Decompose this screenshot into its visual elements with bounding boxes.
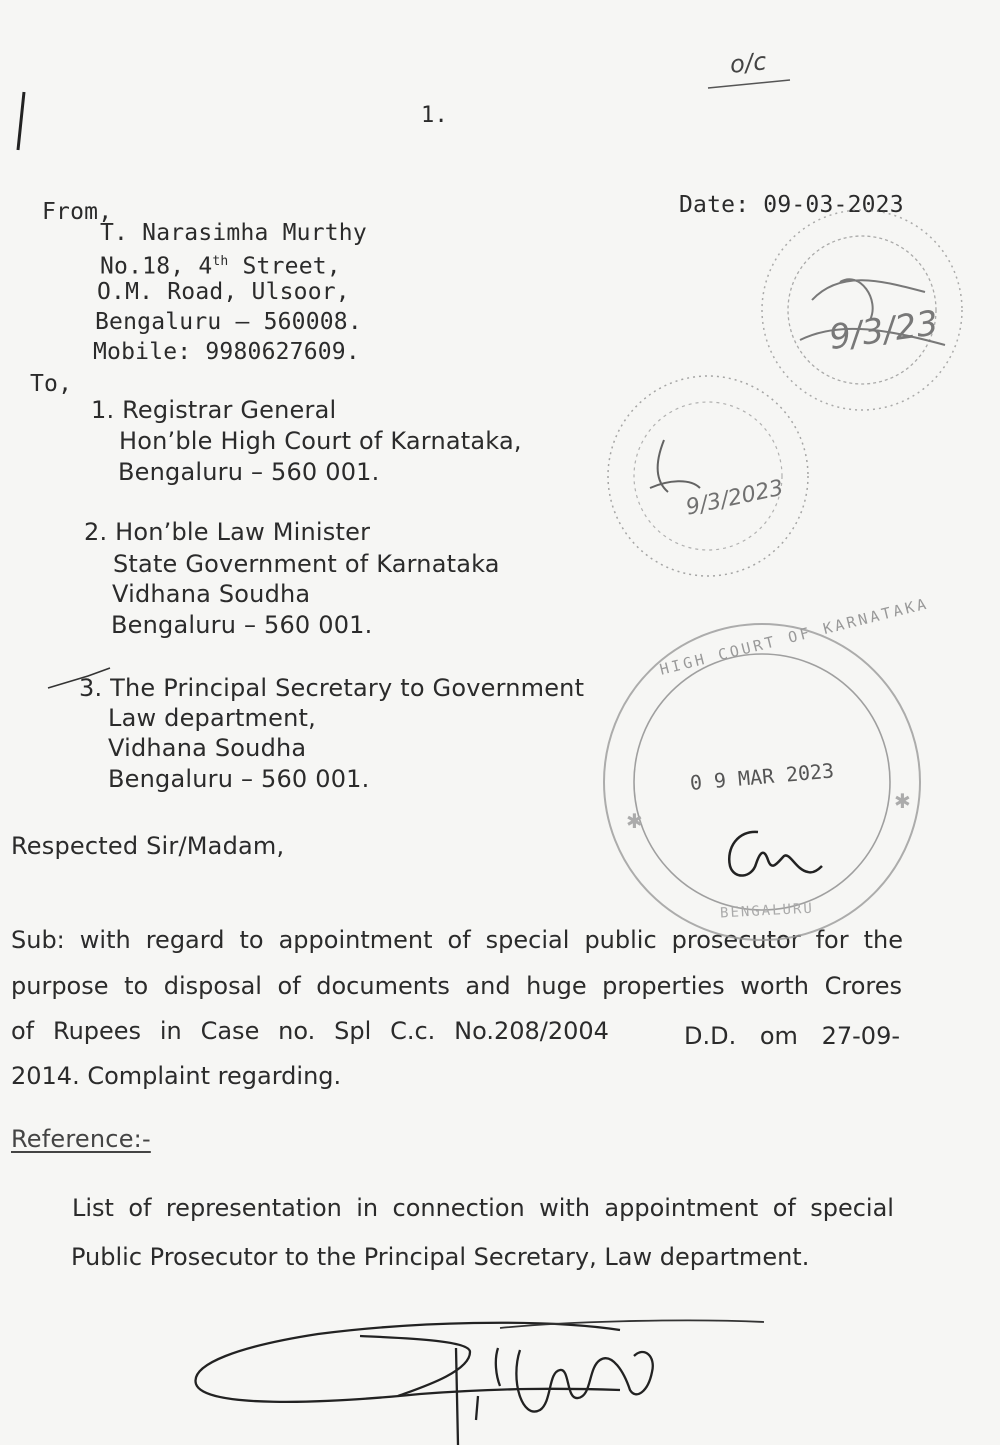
subject-line: D.D. om 27-09- [684, 1022, 900, 1050]
salutation: Respected Sir/Madam, [11, 832, 285, 860]
corner-annotation: o/c [728, 47, 768, 79]
to-label: To, [30, 371, 73, 397]
sender-name: T. Narasimha Murthy [100, 220, 367, 246]
reference-heading: Reference:- [11, 1125, 151, 1153]
court-seal-text: HIGH COURT OF KARNATAKA [657, 594, 931, 679]
svg-text:✱: ✱ [626, 809, 643, 833]
received-date-stamp: 0 9 MAR 2023 [688, 758, 835, 795]
svg-text:9/3/2023: 9/3/2023 [683, 475, 786, 521]
svg-text:✱: ✱ [894, 789, 911, 813]
subject-line: 2014. Complaint regarding. [11, 1062, 342, 1090]
recipient-line: Vidhana Soudha [112, 580, 311, 608]
recipient-line: Bengaluru – 560 001. [108, 765, 370, 793]
letter-date: Date: 09-03-2023 [679, 192, 904, 218]
recipient-line: Law department, [108, 704, 316, 732]
sender-road: O.M. Road, Ulsoor, [97, 279, 350, 305]
page-number: 1. [421, 103, 448, 128]
recipient-line: 1. Registrar General [91, 396, 337, 424]
recipient-line: State Government of Karnataka [113, 550, 500, 578]
svg-text:9/3/23: 9/3/23 [826, 303, 941, 359]
sender-street: No.18, 4th Street, [100, 253, 341, 280]
recipient-line: Vidhana Soudha [108, 734, 307, 762]
recipient-line: 3. The Principal Secretary to Government [79, 674, 585, 702]
recipient-line: Bengaluru – 560 001. [118, 458, 380, 486]
recipient-line: Bengaluru – 560 001. [111, 611, 373, 639]
subject-line: of Rupees in Case no. Spl C.c. No.208/2004 [11, 1017, 609, 1045]
court-seal-city: BENGALURU [719, 900, 815, 922]
recipient-line: Hon’ble High Court of Karnataka, [119, 427, 522, 455]
subject-line: Sub: with regard to appointment of special public prosecutor for the [11, 926, 903, 954]
reference-line: Public Prosecutor to the Principal Secretary, Law department. [71, 1243, 810, 1271]
subject-line: purpose to disposal of documents and huge properties worth Crores [11, 972, 902, 1000]
from-label: From, [42, 199, 113, 225]
sender-mobile: Mobile: 9980627609. [93, 339, 360, 365]
sender-city: Bengaluru – 560008. [95, 309, 362, 335]
recipient-line: 2. Hon’ble Law Minister [84, 518, 371, 546]
reference-line: List of representation in connection with appointment of special [72, 1194, 894, 1222]
